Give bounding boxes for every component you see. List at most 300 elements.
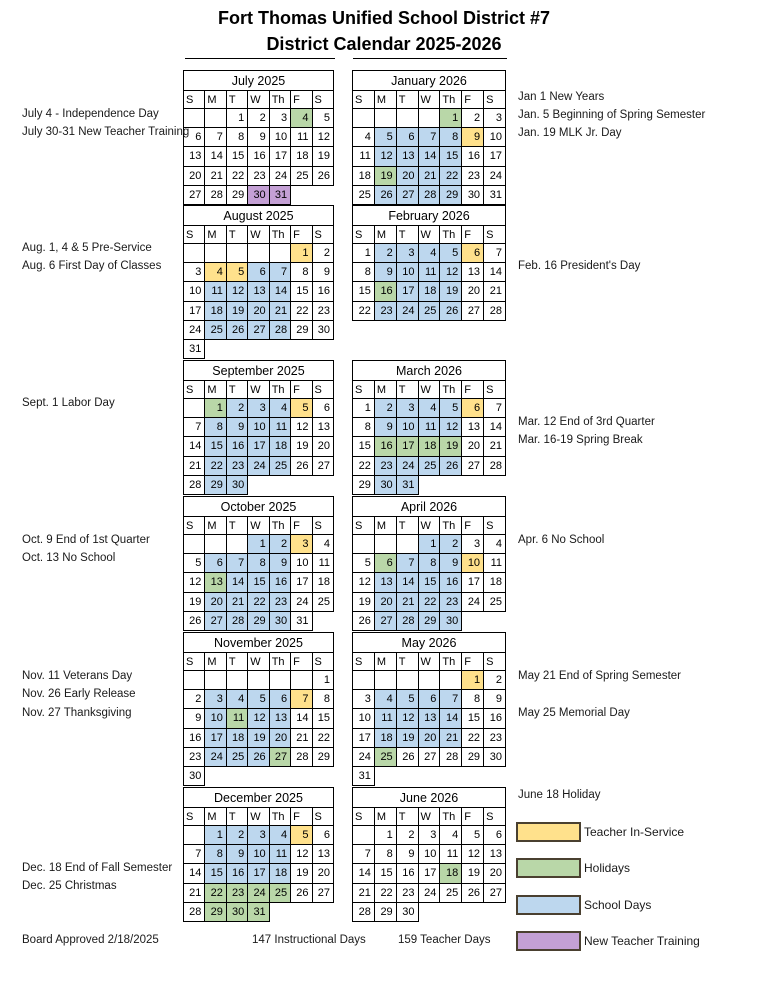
legend-label-holidays: Holidays [584,861,631,875]
day-cell: 10 [184,282,205,301]
day-cell: 20 [462,282,484,301]
day-cell: 19 [248,728,269,747]
day-cell: 4 [312,535,333,554]
month-title: February 2026 [353,206,506,226]
day-cell: 11 [291,128,312,147]
day-cell: 15 [374,864,396,883]
day-cell: 28 [269,320,290,339]
note-spring-break: Mar. 16-19 Spring Break [518,434,643,446]
month-title: November 2025 [184,633,334,653]
day-cell: 19 [440,437,462,456]
day-cell: 5 [312,109,333,128]
day-cell: 27 [484,883,506,902]
empty-day-cell [418,671,440,690]
day-cell: 9 [374,418,396,437]
day-cell: 27 [462,301,484,320]
day-cell: 14 [184,864,205,883]
month-title: July 2025 [184,71,334,91]
month-february-2026 [352,205,506,321]
day-cell: 7 [184,845,205,864]
day-of-week-header: W [418,653,440,671]
day-of-week-header: T [226,653,247,671]
day-cell: 1 [353,399,375,418]
day-cell: 24 [291,592,312,611]
empty-day-cell [353,671,375,690]
day-cell: 14 [269,282,290,301]
day-cell: 9 [269,554,290,573]
day-cell: 24 [396,301,418,320]
day-cell: 20 [396,166,418,185]
day-cell: 1 [353,244,375,263]
month-title: June 2026 [353,788,506,808]
day-cell: 11 [269,845,290,864]
day-cell: 22 [374,883,396,902]
calendar-table [352,787,506,922]
day-cell: 9 [440,554,462,573]
empty-day-cell [269,671,290,690]
day-cell: 4 [484,535,506,554]
day-cell: 15 [353,282,375,301]
day-cell: 5 [353,554,375,573]
day-cell: 28 [226,611,247,630]
day-cell: 17 [462,573,484,592]
day-cell: 22 [353,301,375,320]
day-cell: 8 [353,418,375,437]
day-cell: 11 [374,709,396,728]
day-of-week-header: M [374,517,396,535]
note-memorial-day: May 25 Memorial Day [518,707,630,719]
day-cell: 2 [226,399,247,418]
board-approved-text: Board Approved 2/18/2025 [22,934,159,946]
day-cell: 30 [462,185,484,204]
note-june-holiday: June 18 Holiday [518,789,601,801]
day-of-week-header: S [184,653,205,671]
day-cell: 24 [248,883,269,902]
day-of-week-header: W [418,91,440,109]
month-august-2025 [183,205,334,359]
day-cell: 5 [226,263,247,282]
day-of-week-header: F [291,517,312,535]
day-of-week-header: Th [269,808,290,826]
calendar-table [352,205,506,321]
day-cell: 21 [484,282,506,301]
note-thanksgiving: Nov. 27 Thanksgiving [22,707,132,719]
day-of-week-header: M [374,381,396,399]
empty-day-cell [248,671,269,690]
day-cell: 10 [484,128,506,147]
day-cell: 13 [269,709,290,728]
day-cell: 9 [312,263,333,282]
day-of-week-header: S [484,226,506,244]
day-cell: 6 [312,826,333,845]
day-cell: 5 [440,399,462,418]
day-cell: 12 [184,573,205,592]
day-cell: 25 [374,747,396,766]
day-cell: 18 [418,282,440,301]
day-of-week-header: S [353,226,375,244]
day-of-week-header: Th [269,517,290,535]
day-cell: 20 [484,864,506,883]
day-cell: 1 [205,826,226,845]
day-cell: 13 [205,573,226,592]
month-july-2025 [183,70,334,205]
day-cell: 28 [184,902,205,921]
day-of-week-header: M [205,381,226,399]
empty-day-cell [184,826,205,845]
day-cell: 4 [418,399,440,418]
day-cell: 23 [484,728,506,747]
day-cell: 7 [440,690,462,709]
page-subtitle: District Calendar 2025-2026 [266,34,502,54]
day-cell: 29 [462,747,484,766]
day-cell: 1 [418,535,440,554]
day-cell: 28 [484,301,506,320]
day-cell: 7 [184,418,205,437]
day-cell: 3 [248,399,269,418]
day-cell: 26 [440,301,462,320]
day-cell: 3 [205,690,226,709]
day-cell: 3 [396,399,418,418]
day-cell: 16 [248,147,269,166]
legend-label-teacher-in-service: Teacher In-Service [584,825,685,839]
day-cell: 15 [462,709,484,728]
day-cell: 14 [205,147,226,166]
day-cell: 18 [374,728,396,747]
day-of-week-header: T [226,808,247,826]
day-of-week-header: F [291,808,312,826]
note-oct-no-school: Oct. 13 No School [22,552,116,564]
calendar-table [183,205,334,359]
day-cell: 25 [205,320,226,339]
day-cell: 5 [374,128,396,147]
legend-label-new-teacher-training: New Teacher Training [584,934,700,948]
day-cell: 29 [291,320,312,339]
day-of-week-header: Th [440,91,462,109]
day-cell: 6 [484,826,506,845]
day-cell: 23 [440,592,462,611]
day-of-week-header: Th [269,653,290,671]
day-cell: 12 [374,147,396,166]
day-cell: 16 [226,864,247,883]
day-cell: 27 [374,611,396,630]
day-of-week-header: W [418,226,440,244]
day-cell: 25 [418,301,440,320]
day-cell: 10 [418,845,440,864]
day-cell: 29 [374,902,396,921]
empty-day-cell [205,535,226,554]
day-of-week-header: T [396,653,418,671]
note-christmas: Dec. 25 Christmas [22,880,117,892]
day-cell: 15 [353,437,375,456]
day-cell: 5 [440,244,462,263]
day-cell: 23 [184,747,205,766]
day-cell: 12 [312,128,333,147]
day-cell: 2 [269,535,290,554]
note-pre-service: Aug. 1, 4 & 5 Pre-Service [22,242,152,254]
day-cell: 4 [205,263,226,282]
day-cell: 15 [418,573,440,592]
day-cell: 14 [353,864,375,883]
day-of-week-header: M [374,91,396,109]
day-cell: 29 [226,185,247,204]
day-of-week-header: Th [269,381,290,399]
day-cell: 17 [484,147,506,166]
day-cell: 10 [205,709,226,728]
day-cell: 17 [418,864,440,883]
calendar-table [183,632,334,786]
day-cell: 25 [484,592,506,611]
day-cell: 26 [248,747,269,766]
day-of-week-header: W [418,808,440,826]
day-cell: 16 [374,437,396,456]
day-cell: 24 [484,166,506,185]
day-cell: 15 [312,709,333,728]
day-cell: 7 [226,554,247,573]
note-presidents-day: Feb. 16 President's Day [518,260,641,272]
day-cell: 2 [462,109,484,128]
title-underline [185,58,335,59]
day-of-week-header: W [248,808,269,826]
empty-day-cell [205,671,226,690]
day-cell: 14 [396,573,418,592]
day-cell: 15 [440,147,462,166]
day-cell: 6 [269,690,290,709]
day-cell: 6 [184,128,205,147]
day-cell: 1 [312,671,333,690]
day-cell: 23 [374,456,396,475]
day-cell: 28 [205,185,226,204]
day-cell: 21 [184,883,205,902]
day-cell: 27 [418,747,440,766]
day-of-week-header: M [374,226,396,244]
day-cell: 8 [312,690,333,709]
day-cell: 26 [462,883,484,902]
day-cell: 9 [248,128,269,147]
day-cell: 4 [291,109,312,128]
day-cell: 18 [269,864,290,883]
day-cell: 17 [269,147,290,166]
day-cell: 21 [291,728,312,747]
day-of-week-header: S [312,226,333,244]
calendar-table [183,70,334,205]
day-cell: 9 [396,845,418,864]
day-cell: 5 [291,399,312,418]
day-cell: 20 [374,592,396,611]
day-cell: 24 [184,320,205,339]
day-of-week-header: F [291,91,312,109]
day-cell: 13 [462,418,484,437]
day-cell: 31 [353,766,375,785]
day-cell: 8 [418,554,440,573]
day-cell: 24 [269,166,290,185]
day-cell: 13 [374,573,396,592]
note-veterans-day: Nov. 11 Veterans Day [22,670,133,682]
day-cell: 17 [205,728,226,747]
day-of-week-header: F [462,226,484,244]
day-of-week-header: S [312,381,333,399]
day-cell: 7 [291,690,312,709]
day-cell: 7 [396,554,418,573]
day-cell: 1 [248,535,269,554]
day-of-week-header: Th [440,517,462,535]
day-cell: 18 [418,437,440,456]
empty-day-cell [353,826,375,845]
month-title: May 2026 [353,633,506,653]
day-cell: 14 [184,437,205,456]
day-cell: 29 [205,475,226,494]
day-cell: 10 [269,128,290,147]
legend-swatch-school-days [516,895,581,915]
day-of-week-header: S [353,808,375,826]
day-cell: 28 [418,185,440,204]
empty-day-cell [269,244,290,263]
day-cell: 31 [484,185,506,204]
day-cell: 7 [205,128,226,147]
day-cell: 7 [353,845,375,864]
day-cell: 24 [353,747,375,766]
day-cell: 23 [374,301,396,320]
day-cell: 27 [462,456,484,475]
note-apr-no-school: Apr. 6 No School [518,534,605,546]
day-cell: 16 [184,728,205,747]
day-cell: 30 [184,766,205,785]
day-cell: 25 [269,456,290,475]
day-cell: 20 [312,437,333,456]
day-cell: 19 [462,864,484,883]
day-of-week-header: S [312,91,333,109]
day-cell: 9 [462,128,484,147]
month-title: April 2026 [353,497,506,517]
day-cell: 9 [184,709,205,728]
day-cell: 14 [226,573,247,592]
day-cell: 6 [462,399,484,418]
day-cell: 7 [418,128,440,147]
day-of-week-header: S [353,381,375,399]
day-cell: 30 [248,185,269,204]
day-cell: 26 [291,456,312,475]
day-cell: 8 [440,128,462,147]
day-of-week-header: S [184,808,205,826]
day-cell: 20 [462,437,484,456]
legend-swatch-new-teacher-training [516,931,581,951]
day-cell: 18 [291,147,312,166]
day-cell: 15 [226,147,247,166]
day-cell: 1 [226,109,247,128]
month-june-2026 [352,787,506,922]
day-cell: 12 [248,709,269,728]
legend-swatch-teacher-in-service [516,822,581,842]
day-cell: 27 [312,456,333,475]
empty-day-cell [418,109,440,128]
day-cell: 8 [205,845,226,864]
month-title: January 2026 [353,71,506,91]
day-cell: 30 [312,320,333,339]
day-of-week-header: T [226,517,247,535]
day-cell: 4 [269,826,290,845]
month-january-2026 [352,70,506,205]
day-cell: 10 [462,554,484,573]
day-cell: 23 [462,166,484,185]
day-cell: 28 [184,475,205,494]
day-of-week-header: Th [440,653,462,671]
day-cell: 31 [248,902,269,921]
empty-day-cell [205,109,226,128]
day-cell: 25 [291,166,312,185]
day-of-week-header: T [226,226,247,244]
day-cell: 28 [353,902,375,921]
day-cell: 20 [269,728,290,747]
day-cell: 3 [291,535,312,554]
day-cell: 14 [484,418,506,437]
note-independence-day: July 4 - Independence Day [22,108,159,120]
day-cell: 16 [226,437,247,456]
day-of-week-header: M [374,808,396,826]
day-cell: 21 [484,437,506,456]
empty-day-cell [205,244,226,263]
day-cell: 8 [205,418,226,437]
empty-day-cell [291,671,312,690]
day-cell: 12 [396,709,418,728]
day-of-week-header: F [291,653,312,671]
day-cell: 17 [396,437,418,456]
day-cell: 2 [396,826,418,845]
day-cell: 1 [374,826,396,845]
day-cell: 22 [205,456,226,475]
day-cell: 3 [418,826,440,845]
day-cell: 29 [205,902,226,921]
day-cell: 19 [353,592,375,611]
day-cell: 19 [374,166,396,185]
day-cell: 14 [440,709,462,728]
day-cell: 28 [291,747,312,766]
day-cell: 16 [440,573,462,592]
empty-day-cell [184,671,205,690]
day-cell: 8 [353,263,375,282]
day-cell: 28 [484,456,506,475]
day-cell: 14 [484,263,506,282]
day-cell: 15 [205,864,226,883]
day-cell: 26 [312,166,333,185]
day-cell: 10 [353,709,375,728]
empty-day-cell [353,535,375,554]
day-cell: 25 [353,185,375,204]
day-cell: 26 [396,747,418,766]
day-cell: 30 [396,902,418,921]
day-cell: 1 [205,399,226,418]
day-of-week-header: S [312,808,333,826]
day-cell: 5 [291,826,312,845]
day-cell: 12 [440,418,462,437]
day-cell: 24 [248,456,269,475]
day-of-week-header: S [353,517,375,535]
day-cell: 6 [205,554,226,573]
day-cell: 22 [226,166,247,185]
day-cell: 31 [396,475,418,494]
page-title: Fort Thomas Unified School District #7 [217,8,551,28]
day-cell: 2 [484,671,506,690]
day-cell: 2 [226,826,247,845]
day-cell: 14 [291,709,312,728]
day-cell: 13 [462,263,484,282]
day-of-week-header: T [226,91,247,109]
day-cell: 9 [226,845,247,864]
day-cell: 17 [248,437,269,456]
calendar-table [352,70,506,205]
day-cell: 30 [226,902,247,921]
day-cell: 11 [353,147,375,166]
day-of-week-header: Th [269,91,290,109]
day-cell: 23 [226,456,247,475]
